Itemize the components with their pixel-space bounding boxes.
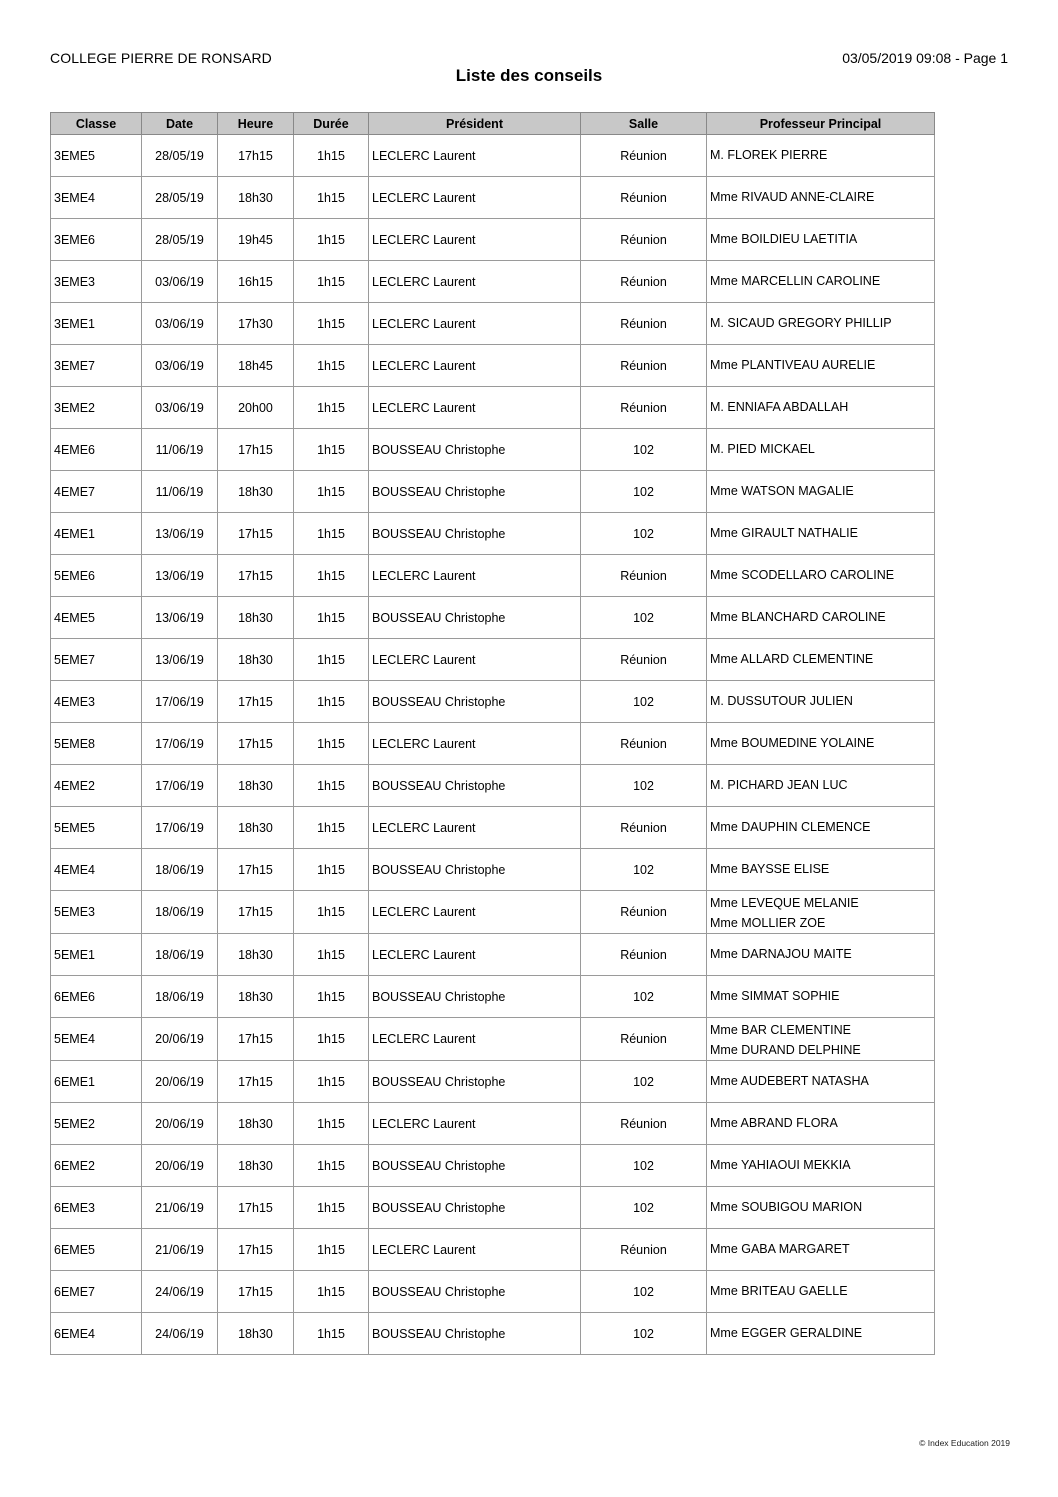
cell-salle: 102	[581, 976, 707, 1018]
cell-heure: 17h15	[218, 1229, 294, 1271]
table-row	[51, 303, 935, 345]
cell-professeur-principal	[707, 765, 935, 807]
cell-date: 18/06/19	[142, 934, 218, 976]
cell-president: LECLERC Laurent	[369, 303, 581, 345]
cell-salle: Réunion	[581, 387, 707, 429]
cell-date: 21/06/19	[142, 1229, 218, 1271]
prof-name: Mme SIMMAT SOPHIE	[710, 989, 840, 1003]
cell-classe: 6EME1	[51, 1061, 142, 1103]
cell-president: BOUSSEAU Christophe	[369, 849, 581, 891]
cell-professeur-principal	[707, 345, 935, 387]
cell-duree: 1h15	[294, 1103, 369, 1145]
prof-name: M. ENNIAFA ABDALLAH	[710, 400, 849, 414]
cell-professeur-principal	[707, 1313, 935, 1355]
prof-name: Mme BRITEAU GAELLE	[710, 1284, 848, 1298]
cell-professeur-principal	[707, 849, 935, 891]
cell-salle: Réunion	[581, 723, 707, 765]
cell-salle: Réunion	[581, 177, 707, 219]
cell-classe: 5EME1	[51, 934, 142, 976]
cell-professeur-principal	[707, 555, 935, 597]
cell-duree: 1h15	[294, 849, 369, 891]
table-row	[51, 1313, 935, 1355]
cell-president: BOUSSEAU Christophe	[369, 976, 581, 1018]
cell-duree: 1h15	[294, 597, 369, 639]
cell-classe: 6EME7	[51, 1271, 142, 1313]
table-row	[51, 135, 935, 177]
prof-name: Mme SOUBIGOU MARION	[710, 1200, 863, 1214]
cell-date: 17/06/19	[142, 807, 218, 849]
cell-duree: 1h15	[294, 261, 369, 303]
cell-president: LECLERC Laurent	[369, 219, 581, 261]
table-row	[51, 261, 935, 303]
cell-duree: 1h15	[294, 934, 369, 976]
cell-president: BOUSSEAU Christophe	[369, 471, 581, 513]
cell-date: 13/06/19	[142, 597, 218, 639]
cell-classe: 5EME4	[51, 1018, 142, 1061]
cell-heure: 17h15	[218, 1018, 294, 1061]
cell-duree: 1h15	[294, 1229, 369, 1271]
prof-name: Mme BLANCHARD CAROLINE	[710, 610, 886, 624]
col-header-duree: Durée	[294, 113, 369, 135]
cell-salle: 102	[581, 1145, 707, 1187]
prof-name: Mme LEVEQUE MELANIE	[710, 895, 859, 910]
prof-name: Mme DAUPHIN CLEMENCE	[710, 820, 871, 834]
table-row	[51, 555, 935, 597]
cell-salle: Réunion	[581, 807, 707, 849]
cell-salle: Réunion	[581, 135, 707, 177]
table-row	[51, 513, 935, 555]
cell-duree: 1h15	[294, 135, 369, 177]
cell-salle: Réunion	[581, 934, 707, 976]
prof-name: Mme BAYSSE ELISE	[710, 862, 830, 876]
cell-date: 21/06/19	[142, 1187, 218, 1229]
table-row	[51, 1187, 935, 1229]
cell-professeur-principal	[707, 387, 935, 429]
cell-heure: 18h30	[218, 639, 294, 681]
cell-heure: 17h15	[218, 135, 294, 177]
cell-president: LECLERC Laurent	[369, 177, 581, 219]
cell-date: 28/05/19	[142, 135, 218, 177]
cell-date: 28/05/19	[142, 219, 218, 261]
cell-professeur-principal	[707, 513, 935, 555]
cell-classe: 4EME1	[51, 513, 142, 555]
cell-heure: 18h30	[218, 597, 294, 639]
cell-president: LECLERC Laurent	[369, 261, 581, 303]
table-row	[51, 597, 935, 639]
cell-president: LECLERC Laurent	[369, 555, 581, 597]
cell-classe: 5EME3	[51, 891, 142, 934]
cell-date: 20/06/19	[142, 1018, 218, 1061]
cell-date: 17/06/19	[142, 765, 218, 807]
cell-heure: 18h30	[218, 177, 294, 219]
cell-salle: 102	[581, 513, 707, 555]
cell-president: BOUSSEAU Christophe	[369, 597, 581, 639]
prof-name: Mme GABA MARGARET	[710, 1242, 850, 1256]
prof-name: M. FLOREK PIERRE	[710, 148, 828, 162]
cell-heure: 17h15	[218, 849, 294, 891]
table-row	[51, 1103, 935, 1145]
cell-salle: 102	[581, 471, 707, 513]
table-row	[51, 934, 935, 976]
cell-duree: 1h15	[294, 219, 369, 261]
cell-date: 03/06/19	[142, 387, 218, 429]
prof-name: Mme DARNAJOU MAITE	[710, 947, 852, 961]
cell-professeur-principal	[707, 429, 935, 471]
table-row	[51, 471, 935, 513]
cell-classe: 3EME3	[51, 261, 142, 303]
cell-duree: 1h15	[294, 639, 369, 681]
cell-president: LECLERC Laurent	[369, 1103, 581, 1145]
cell-duree: 1h15	[294, 765, 369, 807]
cell-heure: 17h15	[218, 681, 294, 723]
cell-duree: 1h15	[294, 723, 369, 765]
cell-salle: Réunion	[581, 891, 707, 934]
cell-heure: 17h15	[218, 1187, 294, 1229]
cell-salle: 102	[581, 429, 707, 471]
prof-name: M. PIED MICKAEL	[710, 442, 815, 456]
cell-classe: 5EME7	[51, 639, 142, 681]
cell-president: BOUSSEAU Christophe	[369, 1145, 581, 1187]
cell-classe: 5EME2	[51, 1103, 142, 1145]
prof-name: M. DUSSUTOUR JULIEN	[710, 694, 853, 708]
table-row	[51, 429, 935, 471]
table-row	[51, 891, 935, 934]
cell-professeur-principal	[707, 597, 935, 639]
cell-duree: 1h15	[294, 807, 369, 849]
cell-president: LECLERC Laurent	[369, 1229, 581, 1271]
cell-professeur-principal	[707, 1271, 935, 1313]
cell-professeur-principal	[707, 471, 935, 513]
cell-heure: 20h00	[218, 387, 294, 429]
cell-professeur-principal	[707, 1061, 935, 1103]
cell-heure: 18h30	[218, 934, 294, 976]
cell-salle: Réunion	[581, 261, 707, 303]
cell-duree: 1h15	[294, 345, 369, 387]
cell-president: LECLERC Laurent	[369, 1018, 581, 1061]
cell-duree: 1h15	[294, 681, 369, 723]
cell-professeur-principal	[707, 1103, 935, 1145]
cell-professeur-principal	[707, 261, 935, 303]
cell-date: 24/06/19	[142, 1271, 218, 1313]
cell-classe: 3EME6	[51, 219, 142, 261]
cell-salle: 102	[581, 597, 707, 639]
school-name: COLLEGE PIERRE DE RONSARD	[50, 50, 272, 66]
cell-classe: 5EME8	[51, 723, 142, 765]
cell-salle: 102	[581, 1271, 707, 1313]
prof-name: Mme SCODELLARO CAROLINE	[710, 568, 895, 582]
cell-professeur-principal	[707, 934, 935, 976]
prof-name: Mme BOUMEDINE YOLAINE	[710, 736, 875, 750]
cell-president: LECLERC Laurent	[369, 807, 581, 849]
prof-name: Mme MOLLIER ZOE	[710, 915, 826, 930]
cell-salle: 102	[581, 1313, 707, 1355]
cell-classe: 4EME2	[51, 765, 142, 807]
col-header-professeur-principal: Professeur Principal	[707, 113, 935, 135]
cell-duree: 1h15	[294, 513, 369, 555]
cell-date: 20/06/19	[142, 1145, 218, 1187]
cell-salle: 102	[581, 765, 707, 807]
cell-duree: 1h15	[294, 303, 369, 345]
cell-date: 13/06/19	[142, 639, 218, 681]
cell-professeur-principal	[707, 681, 935, 723]
cell-heure: 18h30	[218, 765, 294, 807]
table-row	[51, 345, 935, 387]
cell-president: BOUSSEAU Christophe	[369, 1313, 581, 1355]
cell-president: LECLERC Laurent	[369, 934, 581, 976]
table-row	[51, 1061, 935, 1103]
cell-classe: 3EME7	[51, 345, 142, 387]
prof-name: M. SICAUD GREGORY PHILLIP	[710, 316, 892, 330]
table-row	[51, 1271, 935, 1313]
cell-date: 03/06/19	[142, 261, 218, 303]
table-row	[51, 1018, 935, 1061]
table-row	[51, 765, 935, 807]
cell-president: BOUSSEAU Christophe	[369, 429, 581, 471]
prof-name: Mme BOILDIEU LAETITIA	[710, 232, 858, 246]
cell-heure: 17h15	[218, 555, 294, 597]
cell-duree: 1h15	[294, 429, 369, 471]
cell-heure: 18h30	[218, 807, 294, 849]
cell-date: 17/06/19	[142, 723, 218, 765]
cell-duree: 1h15	[294, 1018, 369, 1061]
cell-classe: 5EME5	[51, 807, 142, 849]
cell-date: 11/06/19	[142, 429, 218, 471]
cell-heure: 19h45	[218, 219, 294, 261]
prof-name: Mme ABRAND FLORA	[710, 1116, 838, 1130]
col-header-heure: Heure	[218, 113, 294, 135]
table-row	[51, 639, 935, 681]
table-row	[51, 976, 935, 1018]
cell-heure: 17h15	[218, 513, 294, 555]
col-header-date: Date	[142, 113, 218, 135]
cell-salle: 102	[581, 681, 707, 723]
cell-president: BOUSSEAU Christophe	[369, 1061, 581, 1103]
cell-professeur-principal	[707, 177, 935, 219]
copyright-footer: © Index Education 2019	[919, 1438, 1010, 1448]
table-row	[51, 1229, 935, 1271]
cell-date: 20/06/19	[142, 1103, 218, 1145]
cell-classe: 4EME3	[51, 681, 142, 723]
cell-duree: 1h15	[294, 976, 369, 1018]
cell-professeur-principal	[707, 891, 935, 934]
cell-president: BOUSSEAU Christophe	[369, 1187, 581, 1229]
prof-name: Mme YAHIAOUI MEKKIA	[710, 1158, 851, 1172]
cell-classe: 4EME6	[51, 429, 142, 471]
cell-duree: 1h15	[294, 555, 369, 597]
cell-duree: 1h15	[294, 1313, 369, 1355]
cell-date: 17/06/19	[142, 681, 218, 723]
cell-professeur-principal	[707, 135, 935, 177]
cell-date: 24/06/19	[142, 1313, 218, 1355]
cell-professeur-principal	[707, 1229, 935, 1271]
cell-president: LECLERC Laurent	[369, 387, 581, 429]
cell-heure: 18h45	[218, 345, 294, 387]
cell-president: BOUSSEAU Christophe	[369, 681, 581, 723]
prof-name: Mme RIVAUD ANNE-CLAIRE	[710, 190, 875, 204]
table-header-row	[51, 113, 935, 135]
prof-name: Mme AUDEBERT NATASHA	[710, 1074, 869, 1088]
prof-name: Mme BAR CLEMENTINE	[710, 1022, 851, 1037]
cell-date: 03/06/19	[142, 345, 218, 387]
cell-duree: 1h15	[294, 177, 369, 219]
cell-date: 13/06/19	[142, 513, 218, 555]
cell-heure: 17h15	[218, 723, 294, 765]
table-row	[51, 387, 935, 429]
cell-professeur-principal	[707, 807, 935, 849]
prof-name: Mme WATSON MAGALIE	[710, 484, 854, 498]
cell-president: BOUSSEAU Christophe	[369, 1271, 581, 1313]
prof-name: Mme GIRAULT NATHALIE	[710, 526, 858, 540]
cell-salle: 102	[581, 849, 707, 891]
cell-classe: 6EME3	[51, 1187, 142, 1229]
prof-name: Mme MARCELLIN CAROLINE	[710, 274, 881, 288]
prof-name: Mme ALLARD CLEMENTINE	[710, 652, 874, 666]
cell-classe: 4EME5	[51, 597, 142, 639]
cell-heure: 18h30	[218, 1103, 294, 1145]
cell-duree: 1h15	[294, 387, 369, 429]
cell-date: 03/06/19	[142, 303, 218, 345]
cell-professeur-principal	[707, 303, 935, 345]
cell-heure: 17h15	[218, 429, 294, 471]
cell-professeur-principal	[707, 639, 935, 681]
table-row	[51, 1145, 935, 1187]
table-row	[51, 723, 935, 765]
cell-heure: 17h15	[218, 891, 294, 934]
cell-professeur-principal	[707, 1145, 935, 1187]
cell-heure: 18h30	[218, 976, 294, 1018]
cell-classe: 3EME4	[51, 177, 142, 219]
cell-heure: 18h30	[218, 1313, 294, 1355]
cell-professeur-principal	[707, 219, 935, 261]
col-header-president: Président	[369, 113, 581, 135]
table-row	[51, 681, 935, 723]
cell-salle: Réunion	[581, 1018, 707, 1061]
print-date-page: 03/05/2019 09:08 - Page 1	[842, 50, 1008, 66]
conseils-table	[50, 112, 935, 1355]
cell-president: LECLERC Laurent	[369, 345, 581, 387]
cell-classe: 4EME7	[51, 471, 142, 513]
cell-duree: 1h15	[294, 1145, 369, 1187]
cell-heure: 17h15	[218, 1061, 294, 1103]
cell-professeur-principal	[707, 723, 935, 765]
cell-salle: Réunion	[581, 1103, 707, 1145]
prof-name: M. PICHARD JEAN LUC	[710, 778, 848, 792]
cell-heure: 18h30	[218, 1145, 294, 1187]
cell-president: LECLERC Laurent	[369, 891, 581, 934]
cell-classe: 6EME6	[51, 976, 142, 1018]
cell-classe: 6EME5	[51, 1229, 142, 1271]
cell-heure: 17h30	[218, 303, 294, 345]
cell-salle: 102	[581, 1061, 707, 1103]
cell-professeur-principal	[707, 1187, 935, 1229]
cell-salle: Réunion	[581, 345, 707, 387]
cell-date: 18/06/19	[142, 976, 218, 1018]
cell-date: 28/05/19	[142, 177, 218, 219]
col-header-classe: Classe	[51, 113, 142, 135]
cell-salle: Réunion	[581, 303, 707, 345]
cell-salle: Réunion	[581, 639, 707, 681]
cell-duree: 1h15	[294, 1187, 369, 1229]
cell-duree: 1h15	[294, 1061, 369, 1103]
cell-classe: 3EME2	[51, 387, 142, 429]
cell-president: LECLERC Laurent	[369, 135, 581, 177]
cell-salle: 102	[581, 1187, 707, 1229]
cell-date: 18/06/19	[142, 849, 218, 891]
cell-duree: 1h15	[294, 891, 369, 934]
table-row	[51, 849, 935, 891]
cell-classe: 6EME4	[51, 1313, 142, 1355]
cell-salle: Réunion	[581, 219, 707, 261]
cell-salle: Réunion	[581, 1229, 707, 1271]
col-header-salle: Salle	[581, 113, 707, 135]
cell-heure: 18h30	[218, 471, 294, 513]
cell-classe: 4EME4	[51, 849, 142, 891]
cell-classe: 5EME6	[51, 555, 142, 597]
cell-president: BOUSSEAU Christophe	[369, 513, 581, 555]
table-body	[51, 135, 935, 1355]
cell-salle: Réunion	[581, 555, 707, 597]
table-row	[51, 807, 935, 849]
table-row	[51, 219, 935, 261]
cell-president: LECLERC Laurent	[369, 723, 581, 765]
cell-date: 11/06/19	[142, 471, 218, 513]
cell-duree: 1h15	[294, 471, 369, 513]
cell-heure: 16h15	[218, 261, 294, 303]
cell-classe: 3EME5	[51, 135, 142, 177]
prof-name: Mme EGGER GERALDINE	[710, 1326, 863, 1340]
cell-president: BOUSSEAU Christophe	[369, 765, 581, 807]
cell-classe: 6EME2	[51, 1145, 142, 1187]
cell-date: 20/06/19	[142, 1061, 218, 1103]
prof-name: Mme DURAND DELPHINE	[710, 1042, 861, 1057]
document-title: Liste des conseils	[455, 66, 603, 85]
cell-duree: 1h15	[294, 1271, 369, 1313]
prof-name: Mme PLANTIVEAU AURELIE	[710, 358, 876, 372]
cell-president: LECLERC Laurent	[369, 639, 581, 681]
cell-professeur-principal	[707, 1018, 935, 1061]
cell-professeur-principal	[707, 976, 935, 1018]
table-row	[51, 177, 935, 219]
cell-date: 13/06/19	[142, 555, 218, 597]
cell-date: 18/06/19	[142, 891, 218, 934]
cell-heure: 17h15	[218, 1271, 294, 1313]
cell-classe: 3EME1	[51, 303, 142, 345]
